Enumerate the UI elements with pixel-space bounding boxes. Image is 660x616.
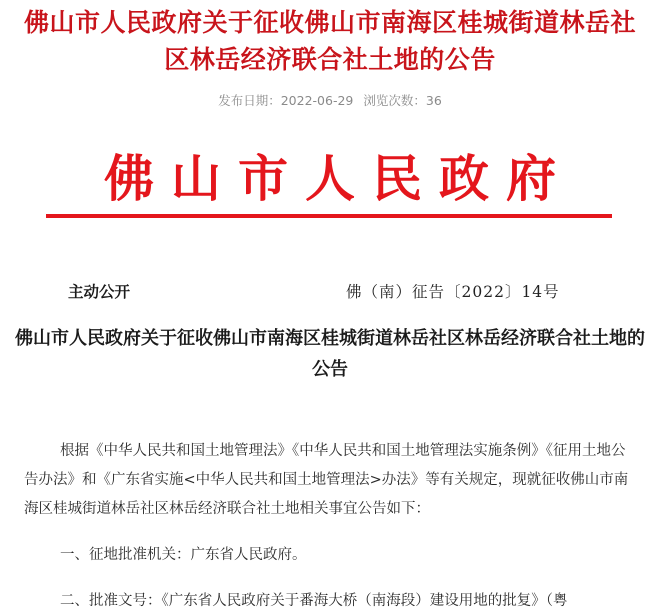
item-approval-authority: 一、征地批准机关：广东省人民政府。 — [60, 547, 307, 563]
government-masthead: 佛山市人民政府 — [104, 149, 573, 208]
publish-date: 2022-06-29 — [280, 93, 354, 108]
publish-meta — [0, 91, 660, 109]
masthead-red-rule — [46, 214, 612, 218]
disclosure-label: 主动公开 — [68, 283, 131, 301]
intro-paragraph: 根据《中华人民共和国土地管理法》《中华人民共和国土地管理法实施条例》《征用土地公告办法》和《广东省实施<中华人民共和国土地管理法>办法》等有关规定，现就征收佛山市南海区桂城街道林岳社区林岳经济联合社土地相关事宜公告如下： — [24, 443, 629, 517]
item-approval-number: 二、批准文号：《广东省人民政府关于番海大桥（南海段）建设用地的批复》（粤 — [60, 593, 568, 609]
publish-date-label: 发布日期： — [218, 93, 281, 108]
view-count: 36 — [425, 93, 442, 108]
view-count-label: 浏览次数： — [363, 93, 426, 108]
document-number: 佛（南）征告〔2022〕14号 — [346, 283, 560, 301]
document-title: 佛山市人民政府关于征收佛山市南海区桂城街道林岳社区林岳经济联合社土地的公告 — [15, 328, 645, 380]
page-title: 佛山市人民政府关于征收佛山市南海区桂城街道林岳社区林岳经济联合社土地的公告 — [23, 8, 636, 74]
